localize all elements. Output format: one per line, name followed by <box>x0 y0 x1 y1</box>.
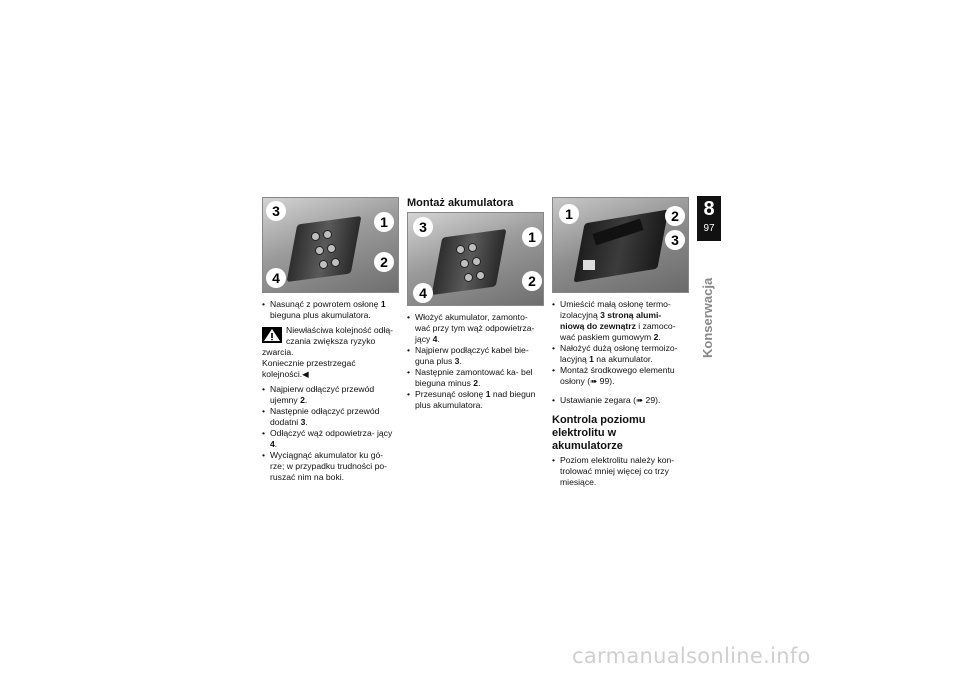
list-item: • Nasunąć z powrotem osłonę 1 bieguna plus akumulatora. <box>262 299 397 321</box>
thermal-cover-photo <box>552 197 689 293</box>
list-item: • Włożyć akumulator, zamonto- wać przy tym wąż odpowietrza- jący 4. <box>407 312 542 345</box>
watermark: carmanualsonline.info <box>572 644 811 668</box>
section-heading-electrolyte: Kontrola poziomu elektrolitu w akumulatorze <box>552 414 646 452</box>
electrolyte-steps-list <box>552 455 687 488</box>
callout-1: 1 <box>559 204 579 224</box>
section-heading-install: Montaż akumulatora <box>407 197 514 209</box>
list-item: • Odłączyć wąż odpowietrza- jący 4. <box>262 428 397 450</box>
section-title-vertical: Konserwacja <box>700 277 715 358</box>
steps-list-a <box>262 299 397 321</box>
battery-install-photo <box>407 212 544 306</box>
callout-4: 4 <box>413 283 433 303</box>
list-item: • Poziom elektrolitu należy kon- trolować mniej więcej co trzy miesiące. <box>552 455 687 488</box>
list-item: • Montaż środkowego elementu osłony (➠ 99). <box>552 365 687 387</box>
list-item: • Przesunąć osłonę 1 nad biegun plus akumulatora. <box>407 389 542 411</box>
list-item: • Następnie zamontować ka- bel bieguna minus 2. <box>407 367 542 389</box>
callout-3: 3 <box>413 217 433 237</box>
callout-3: 3 <box>665 230 685 250</box>
list-item: • Wyciągnąć akumulator ku gó- rze; w przypadku trudności po- ruszać nim na boki. <box>262 450 397 483</box>
callout-2: 2 <box>522 271 542 291</box>
warning-icon <box>262 327 282 343</box>
callout-3: 3 <box>266 201 286 221</box>
chapter-tab <box>697 196 721 241</box>
battery-removal-photo <box>262 197 399 293</box>
warning-note: Niewłaściwa kolejność odłą- czania zwiększa ryzyko zwarcia. Koniecznie przestrzegać kolejności.◀ <box>262 325 393 379</box>
callout-2: 2 <box>374 252 394 272</box>
list-item: • Umieścić małą osłonę termo- izolacyjną 3 stroną alumi- niową do zewnątrz i zamoco- wać paskiem gumowym 2. <box>552 299 687 343</box>
column-2 <box>407 197 542 411</box>
list-item: • Nałożyć dużą osłonę termoizo- lacyjną 1 na akumulator. <box>552 343 687 365</box>
list-item: • Najpierw podłączyć kabel bie- guna plus 3. <box>407 345 542 367</box>
steps-list-b <box>262 384 397 483</box>
callout-1: 1 <box>522 227 542 247</box>
page-number: 97 <box>703 223 715 234</box>
callout-4: 4 <box>266 268 286 288</box>
list-item: • Ustawianie zegara (➠ 29). <box>552 395 687 406</box>
list-item: • Najpierw odłączyć przewód ujemny 2. <box>262 384 397 406</box>
chapter-number: 8 <box>703 198 715 220</box>
list-item: • Następnie odłączyć przewód dodatni 3. <box>262 406 397 428</box>
clock-step-list <box>552 395 687 406</box>
column-1 <box>262 197 397 483</box>
install-steps-list <box>407 312 542 411</box>
callout-2: 2 <box>665 206 685 226</box>
callout-1: 1 <box>374 212 394 232</box>
column-3 <box>552 197 687 488</box>
cover-steps-list <box>552 299 687 387</box>
